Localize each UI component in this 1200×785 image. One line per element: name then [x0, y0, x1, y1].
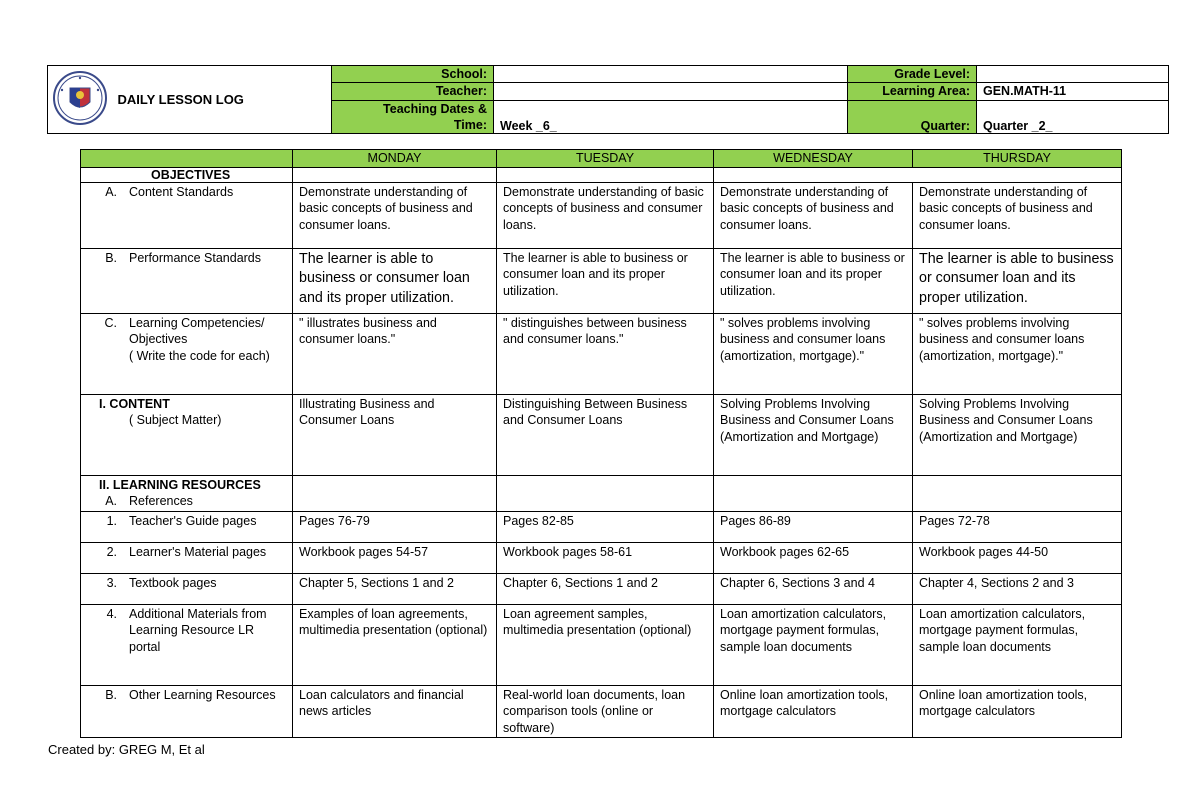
deped-seal-cell — [48, 66, 108, 134]
learners-material-monday[interactable]: Workbook pages 54-57 — [293, 542, 497, 573]
teachers-guide-monday[interactable]: Pages 76-79 — [293, 511, 497, 542]
teaching-dates-label — [332, 100, 494, 134]
performance-standards-text: Performance Standards — [129, 250, 262, 265]
teachers-guide-number: 1. — [106, 513, 117, 528]
teaching-dates-field[interactable]: Week _6_ — [494, 100, 848, 134]
content-thursday[interactable]: Solving Problems Involving Business and Consumer Loans (Amortization and Mortgage) — [913, 394, 1122, 475]
content-standards-thursday[interactable]: Demonstrate understanding of basic concepts of business and consumer loans. — [913, 182, 1122, 248]
other-resources-wednesday[interactable]: Online loan amortization tools, mortgage calculators — [714, 685, 913, 738]
content-standards-text: Content Standards — [129, 184, 234, 199]
objectives-cell-tuesday — [497, 167, 714, 182]
additional-materials-monday[interactable]: Examples of loan agreements, multimedia presentation (optional) — [293, 604, 497, 685]
competencies-letter: C. — [104, 315, 117, 330]
learning-area-label: Learning Area: — [848, 83, 977, 100]
teacher-label: Teacher: — [332, 83, 494, 100]
additional-materials-line3: portal — [129, 639, 161, 654]
content-standards-tuesday[interactable]: Demonstrate understanding of basic concepts of business and consumer loans. — [497, 182, 714, 248]
lesson-log-table — [80, 149, 1122, 738]
subject-matter-label: ( Subject Matter) — [129, 413, 222, 427]
learners-material-number: 2. — [106, 544, 117, 559]
learning-resources-label — [81, 475, 293, 511]
day-header-blank — [81, 150, 293, 168]
additional-materials-number: 4. — [106, 606, 117, 621]
day-header-wednesday: WEDNESDAY — [714, 150, 913, 168]
teachers-guide-text: Teacher's Guide pages — [129, 513, 257, 528]
additional-materials-label — [81, 604, 293, 685]
objectives-cell-wed-thu — [714, 167, 1122, 182]
additional-materials-line2: Learning Resource LR — [129, 623, 255, 637]
teachers-guide-tuesday[interactable]: Pages 82-85 — [497, 511, 714, 542]
content-standards-letter: A. — [105, 184, 117, 199]
references-label: References — [129, 494, 193, 508]
learning-resources-wednesday — [714, 475, 913, 511]
textbook-wednesday[interactable]: Chapter 6, Sections 3 and 4 — [714, 573, 913, 604]
objectives-heading: OBJECTIVES — [81, 167, 293, 182]
title-cell — [108, 66, 332, 134]
quarter-label: Quarter: — [848, 100, 977, 134]
teachers-guide-thursday[interactable]: Pages 72-78 — [913, 511, 1122, 542]
footer-credit: Created by: GREG M, Et al — [48, 742, 205, 757]
textbook-monday[interactable]: Chapter 5, Sections 1 and 2 — [293, 573, 497, 604]
additional-materials-tuesday[interactable]: Loan agreement samples, multimedia presentation (optional) — [497, 604, 714, 685]
competencies-thursday[interactable]: " solves problems involving business and consumer loans (amortization, mortgage)." — [913, 313, 1122, 394]
day-header-monday: MONDAY — [293, 150, 497, 168]
additional-materials-wednesday[interactable]: Loan amortization calculators, mortgage payment formulas, sample loan documents — [714, 604, 913, 685]
competencies-wednesday[interactable]: " solves problems involving business and consumer loans (amortization, mortgage)." — [714, 313, 913, 394]
performance-standards-tuesday[interactable]: The learner is able to business or consumer loan and its proper utilization. — [497, 248, 714, 313]
learning-resources-monday — [293, 475, 497, 511]
performance-standards-wednesday[interactable]: The learner is able to business or consumer loan and its proper utilization. — [714, 248, 913, 313]
learners-material-wednesday[interactable]: Workbook pages 62-65 — [714, 542, 913, 573]
log-title: DAILY LESSON LOG — [117, 92, 244, 107]
deped-seal-icon — [48, 66, 108, 130]
references-letter: A. — [105, 494, 117, 508]
teachers-guide-wednesday[interactable]: Pages 86-89 — [714, 511, 913, 542]
day-header-thursday: THURSDAY — [913, 150, 1122, 168]
performance-standards-letter: B. — [105, 250, 117, 265]
learners-material-tuesday[interactable]: Workbook pages 58-61 — [497, 542, 714, 573]
header-table — [47, 65, 1169, 134]
textbook-number: 3. — [106, 575, 117, 590]
learning-resources-thursday — [913, 475, 1122, 511]
other-resources-tuesday[interactable]: Real-world loan documents, loan comparison tools (online or software) — [497, 685, 714, 738]
teaching-dates-label-line2: Time: — [453, 117, 487, 132]
other-resources-thursday[interactable]: Online loan amortization tools, mortgage calculators — [913, 685, 1122, 738]
content-standards-row — [81, 182, 1122, 248]
additional-materials-line1: Additional Materials from — [129, 606, 267, 621]
content-wednesday[interactable]: Solving Problems Involving Business and Consumer Loans (Amortization and Mortgage) — [714, 394, 913, 475]
other-resources-letter: B. — [105, 687, 117, 702]
teachers-guide-label — [81, 511, 293, 542]
performance-standards-thursday[interactable]: The learner is able to business or consumer loan and its proper utilization. — [913, 248, 1122, 313]
content-row — [81, 394, 1122, 475]
textbook-row — [81, 573, 1122, 604]
grade-level-field[interactable] — [977, 66, 1169, 83]
day-header-tuesday: TUESDAY — [497, 150, 714, 168]
objectives-cell-monday — [293, 167, 497, 182]
learners-material-thursday[interactable]: Workbook pages 44-50 — [913, 542, 1122, 573]
learning-resources-tuesday — [497, 475, 714, 511]
competencies-row — [81, 313, 1122, 394]
grade-level-label: Grade Level: — [848, 66, 977, 83]
objectives-row — [81, 167, 1122, 182]
content-monday[interactable]: Illustrating Business and Consumer Loans — [293, 394, 497, 475]
textbook-tuesday[interactable]: Chapter 6, Sections 1 and 2 — [497, 573, 714, 604]
textbook-text: Textbook pages — [129, 575, 217, 590]
performance-standards-label — [81, 248, 293, 313]
learners-material-row — [81, 542, 1122, 573]
learners-material-label — [81, 542, 293, 573]
content-standards-monday[interactable]: Demonstrate understanding of basic concepts of business and consumer loans. — [293, 182, 497, 248]
school-label: School: — [332, 66, 494, 83]
competencies-label — [81, 313, 293, 394]
textbook-label — [81, 573, 293, 604]
content-label — [81, 394, 293, 475]
other-resources-label — [81, 685, 293, 738]
other-resources-row — [81, 685, 1122, 738]
performance-standards-row — [81, 248, 1122, 313]
learning-resources-heading: II. LEARNING RESOURCES — [99, 477, 261, 492]
competencies-line2: Objectives — [129, 332, 188, 346]
content-standards-label — [81, 182, 293, 248]
content-heading: I. CONTENT — [99, 396, 170, 411]
day-header-row — [81, 150, 1122, 168]
textbook-thursday[interactable]: Chapter 4, Sections 2 and 3 — [913, 573, 1122, 604]
content-tuesday[interactable]: Distinguishing Between Business and Consumer Loans — [497, 394, 714, 475]
learning-area-field[interactable]: GEN.MATH-11 — [977, 83, 1169, 100]
content-standards-wednesday[interactable]: Demonstrate understanding of basic concepts of business and consumer loans. — [714, 182, 913, 248]
competencies-line3: ( Write the code for each) — [129, 348, 270, 363]
competencies-tuesday[interactable]: " distinguishes between business and consumer loans." — [497, 313, 714, 394]
competencies-line1: Learning Competencies/ — [129, 315, 265, 330]
teacher-field[interactable] — [494, 83, 848, 100]
additional-materials-row — [81, 604, 1122, 685]
quarter-field[interactable]: Quarter _2_ — [977, 100, 1169, 134]
other-resources-monday[interactable]: Loan calculators and financial news articles — [293, 685, 497, 738]
additional-materials-thursday[interactable]: Loan amortization calculators, mortgage payment formulas, sample loan documents — [913, 604, 1122, 685]
competencies-monday[interactable]: " illustrates business and consumer loans." — [293, 313, 497, 394]
other-resources-text: Other Learning Resources — [129, 687, 276, 702]
learners-material-text: Learner's Material pages — [129, 544, 267, 559]
teachers-guide-row — [81, 511, 1122, 542]
performance-standards-monday[interactable]: The learner is able to business or consumer loan and its proper utilization. — [293, 248, 497, 313]
school-field[interactable] — [494, 66, 848, 83]
learning-resources-row — [81, 475, 1122, 511]
teaching-dates-label-line1: Teaching Dates & — [383, 101, 487, 116]
